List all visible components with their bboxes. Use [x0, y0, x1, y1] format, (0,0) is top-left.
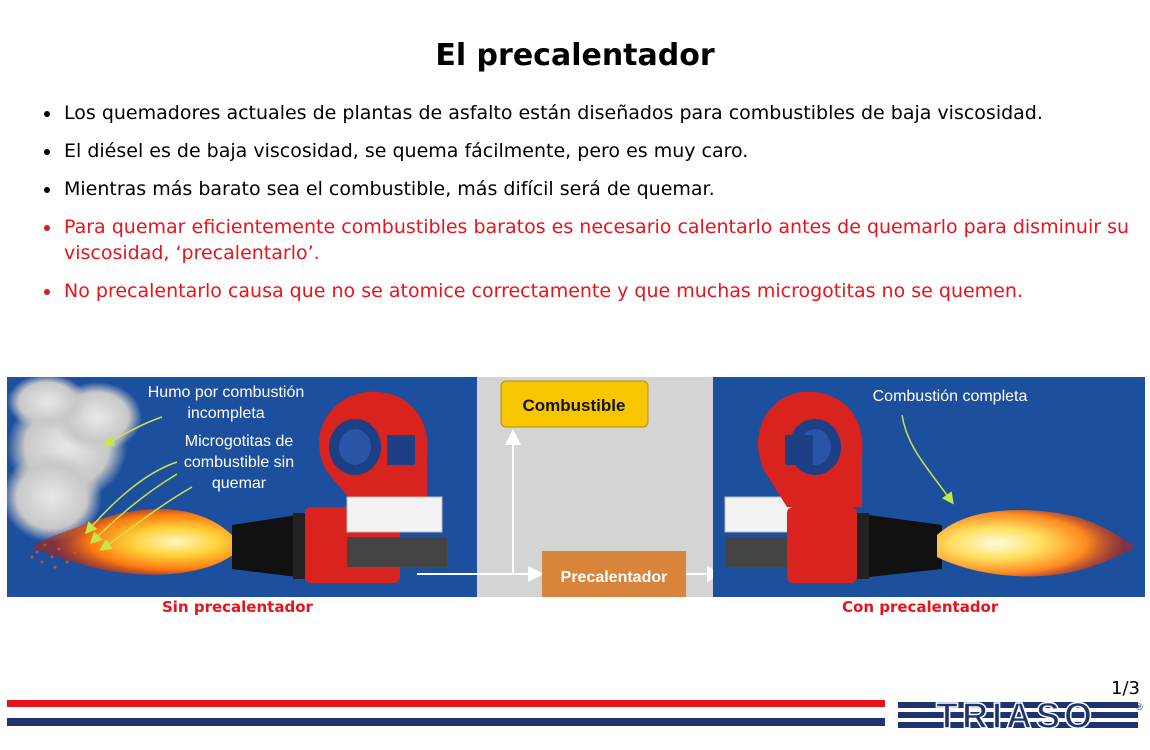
- bullet-item-highlight: Para quemar eficientemente combustibles baratos es necesario calentarlo antes de quemarlo para disminuir su viscosidad, ‘precalentarlo’.: [40, 214, 1130, 266]
- precalentador-label: Precalentador: [560, 569, 668, 586]
- combustible-label: Combustible: [522, 396, 626, 415]
- complete-combustion-label: Combustión completa: [872, 388, 1028, 405]
- droplets-label-line3: quemar: [211, 475, 267, 492]
- droplets-label-line2: combustible sin: [183, 454, 295, 471]
- footer-stripe-white: [7, 710, 885, 715]
- burner-comparison-figure: [7, 377, 1145, 597]
- smoke-label-line1: Humo por combustión: [147, 384, 305, 401]
- logo-registered-mark: ®: [1136, 702, 1143, 712]
- logo-wordmark: TRIASO: [935, 698, 1097, 734]
- triaso-logo: [898, 698, 1143, 734]
- droplets-label-line1: Microgotitas de: [184, 433, 294, 450]
- bullet-list: [40, 100, 1130, 316]
- bullet-item: El diésel es de baja viscosidad, se quema fácilmente, pero es muy caro.: [40, 138, 1130, 164]
- smoke-label-line2: incompleta: [187, 405, 265, 422]
- caption-with-preheater: Con precalentador: [842, 598, 999, 616]
- slide-title: El precalentador: [435, 38, 715, 73]
- caption-without-preheater: Sin precalentador: [162, 598, 313, 616]
- bullet-item-highlight: No precalentarlo causa que no se atomice correctamente y que muchas microgotitas no se quemen.: [40, 278, 1130, 304]
- footer-stripe-navy: [7, 718, 885, 726]
- footer-stripe-red: [7, 700, 885, 707]
- page-number: 1/3: [1111, 678, 1140, 699]
- bullet-item: Los quemadores actuales de plantas de asfalto están diseñados para combustibles de baja viscosidad.: [40, 100, 1130, 126]
- bullet-item: Mientras más barato sea el combustible, más difícil será de quemar.: [40, 176, 1130, 202]
